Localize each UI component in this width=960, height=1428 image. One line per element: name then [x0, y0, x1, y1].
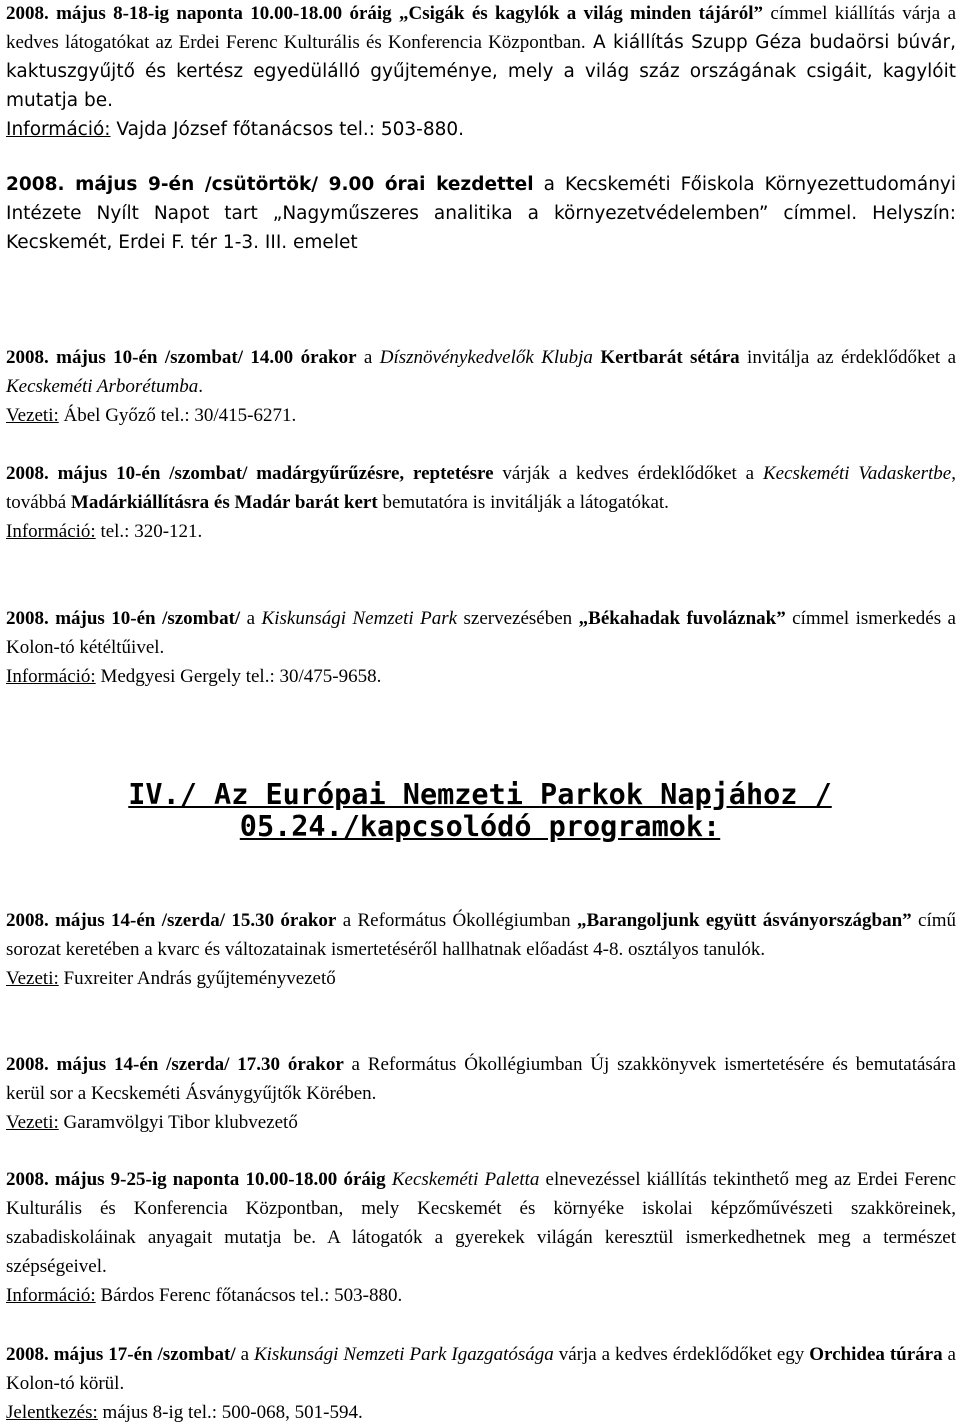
event-barangoljunk: 2008. május 14-én /szerda/ 15.30 órakor a Református Ókollégiumban „Barangoljunk együtt ásványországban” című sorozat keretében a kvarc és változatainak ismertetéséről hallhatnak előadást 4-8. osztályos tanulók. Vezeti: Fuxreiter András gyűjteményvezető: [6, 910, 956, 989]
contact-info: Fuxreiter András gyűjteményvezető: [58, 967, 336, 989]
info-label: Információ:: [6, 520, 96, 542]
contact-info: Ábel Győző tel.: 30/415-6271.: [58, 404, 297, 426]
organizer-name: Kiskunsági Nemzeti Park: [261, 608, 458, 629]
event-name: „Békahadak fuvoláznak”: [578, 608, 786, 629]
leader-label: Vezeti:: [6, 1111, 59, 1133]
location-name: Kecskeméti Vadaskertbe: [762, 463, 952, 484]
contact-info: Bárdos Ferenc főtanácsos tel.: 503-880.: [95, 1284, 403, 1306]
leader-label: Vezeti:: [6, 404, 59, 426]
event-date-title: 2008. május 8-18-ig naponta 10.00-18.00 óráig „Csigák és kagylók a világ minden tájáról”: [6, 3, 764, 24]
event-nyilt-nap: [6, 171, 956, 258]
event-date-title: 2008. május 10-én /szombat/ madárgyűrűzésre, reptetésre: [6, 463, 494, 484]
contact-info: Vajda József főtanácsos tel.: 503-880.: [110, 118, 465, 140]
section-heading-line1: IV./ Az Európai Nemzeti Parkok Napjához /: [128, 778, 832, 811]
event-date-title: 2008. május 9-én /csütörtök/ 9.00 órai kezdettel: [6, 174, 534, 195]
event-details: A kiállítás Szupp Géza budaörsi búvár, kaktuszgyűjtő és kertész egyedülálló gyűjteménye, mely a világ száz országának csigáit, kagylóit mutatja be.: [6, 31, 956, 111]
event-bekahadak: 2008. május 10-én /szombat/ a Kiskunsági Nemzeti Park szervezésében „Békahadak fuvoláznak” címmel ismerkedés a Kolon-tó kétéltűivel. Információ: Medgyesi Gergely tel.: 30/475-9658.: [6, 608, 956, 687]
event-name: Orchidea túrára: [809, 1344, 943, 1365]
event-description: címmel kiállítás várja a kedves látogatókat az Erdei Ferenc Kulturális és Konferencia Központban.: [6, 3, 957, 53]
info-label: Információ:: [6, 118, 111, 140]
contact-info: Medgyesi Gergely tel.: 30/475-9658.: [95, 665, 382, 687]
leader-label: Vezeti:: [6, 967, 59, 989]
contact-info: Garamvölgyi Tibor klubvezető: [58, 1111, 298, 1133]
event-description: a Kecskeméti Főiskola Környezettudományi Intézete Nyílt Napot tart „Nagyműszeres analitika a környezetvédelemben” címmel. Helyszín: Kecskemét, Erdei F. tér 1-3. III. emelet: [6, 174, 957, 253]
event-madargyuruzes: 2008. május 10-én /szombat/ madárgyűrűzésre, reptetésre várják a kedves érdeklődőket a Kecskeméti Vadaskertbe, továbbá Madárkiállításra és Madár barát kert bemutatóra is invitálják a látogatókat. Információ: tel.: 320-121.: [6, 463, 956, 542]
event-csigak-kagylok: [6, 0, 956, 145]
event-orchidea-tura: 2008. május 17-én /szombat/ a Kiskunsági Nemzeti Park Igazgatósága várja a kedves érdeklődőket egy Orchidea túrára a Kolon-tó körül. Jelentkezés: május 8-ig tel.: 500-068, 501-594.: [6, 1344, 956, 1423]
event-date-title: 2008. május 14-én /szerda/ 15.30 órakor: [6, 910, 337, 931]
section-heading-line2: 05.24./kapcsolódó programok:: [239, 810, 721, 843]
event-date-title: 2008. május 10-én /szombat/: [6, 608, 241, 629]
event-date-title: 2008. május 14-én /szerda/ 17.30 órakor: [6, 1054, 344, 1075]
event-kertbarat-seta: 2008. május 10-én /szombat/ 14.00 órakor a Dísznövénykedvelők Klubja Kertbarát sétára invitálja az érdeklődőket a Kecskeméti Arborétumba. Vezeti: Ábel Győző tel.: 30/415-6271.: [6, 347, 957, 426]
event-name: Madárkiállításra és Madár barát kert: [70, 491, 378, 513]
event-szakkonyvek: 2008. május 14-én /szerda/ 17.30 órakor a Református Ókollégiumban Új szakkönyvek ismertetésére és bemutatására kerül sor a Kecskeméti Ásványgyűjtők Körében. Vezeti: Garamvölgyi Tibor klubvezető: [6, 1054, 956, 1133]
exhibition-name: Kecskeméti Paletta: [391, 1169, 540, 1190]
event-name: „Barangoljunk együtt ásványországban”: [577, 910, 912, 931]
section-heading: [0, 779, 960, 843]
contact-info: május 8-ig tel.: 500-068, 501-594.: [97, 1401, 363, 1423]
event-kecskemeti-paletta: 2008. május 9-25-ig naponta 10.00-18.00 óráig Kecskeméti Paletta elnevezéssel kiállítás tekinthető meg az Erdei Ferenc Kulturális és Konferencia Központban, mely Kecskemét és környéke iskolai képzőművészeti szakköreinek, szabadiskoláinak anyagait mutatja be. A látogatók a gyerekek világán keresztül ismerkedhetnek meg a természet szépségeivel. Információ: Bárdos Ferenc főtanácsos tel.: 503-880.: [6, 1169, 957, 1306]
event-name: Kertbarát sétára: [600, 347, 740, 368]
organizer-name: Dísznövénykedvelők Klubja: [379, 347, 593, 368]
event-date-title: 2008. május 10-én /szombat/ 14.00 órakor: [6, 347, 357, 368]
location-name: Kecskeméti Arborétumba: [6, 375, 199, 397]
registration-label: Jelentkezés:: [6, 1401, 98, 1423]
event-date-title: 2008. május 17-én /szombat/: [6, 1344, 236, 1365]
info-label: Információ:: [6, 665, 96, 687]
info-label: Információ:: [6, 1284, 96, 1306]
organizer-name: Kiskunsági Nemzeti Park Igazgatósága: [253, 1344, 554, 1365]
contact-info: tel.: 320-121.: [95, 520, 203, 542]
event-date-title: 2008. május 9-25-ig naponta 10.00-18.00 óráig: [6, 1169, 386, 1190]
